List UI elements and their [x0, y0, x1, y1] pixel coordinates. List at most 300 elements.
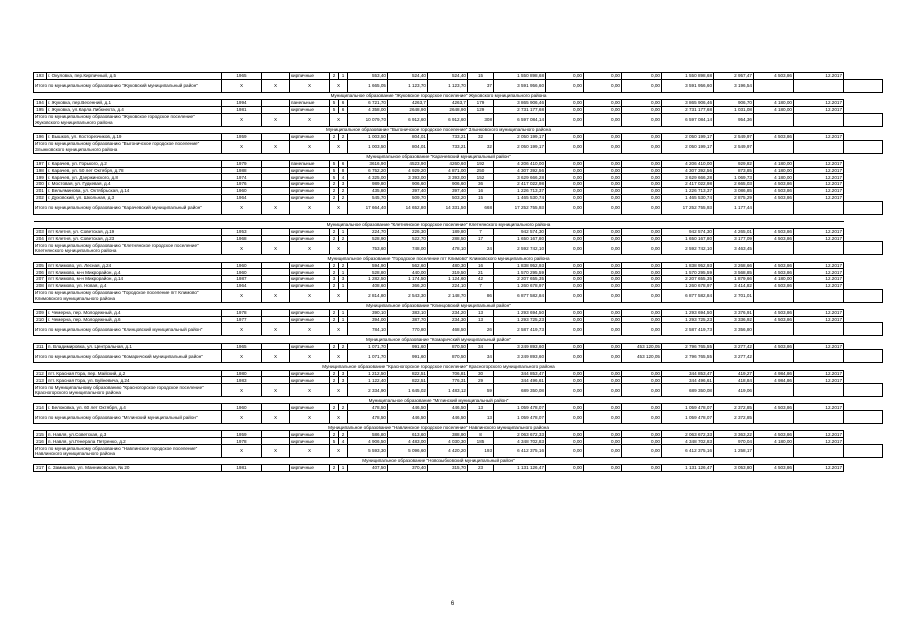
- table-cell: 2 731 177,68: [662, 106, 714, 113]
- table-cell: кирпичные: [290, 343, 330, 350]
- table-cell: 478,50: [348, 411, 388, 424]
- table-row: [34, 73, 883, 80]
- table-cell: 344 496,61: [662, 377, 714, 384]
- table-cell: 13: [468, 404, 494, 411]
- table-cell: 4 503,86: [754, 235, 794, 242]
- address-cell: г. Жуковка, пер.Весенний, д.1: [47, 99, 222, 106]
- table-cell: X: [330, 113, 348, 126]
- table-cell: 1976: [222, 181, 262, 188]
- table-cell: 12.2017: [794, 370, 844, 377]
- table-cell: 0,00: [546, 106, 584, 113]
- table-cell: 2 417 022,98: [494, 181, 546, 188]
- table-cell: 1: [339, 465, 348, 472]
- table-cell: 397,40: [388, 187, 428, 194]
- table-cell: 0,00: [584, 242, 622, 255]
- table-cell: 1960: [222, 269, 262, 276]
- table-cell: 0,00: [584, 289, 622, 302]
- address-cell: г. Чемерна, пер. Молодежный, д.4: [47, 309, 222, 316]
- address-cell: пгт Клетня, ул. Советская, д.23: [47, 235, 222, 242]
- table-cell: 1 650 167,80: [662, 235, 714, 242]
- table-cell: 13: [468, 411, 494, 424]
- table-cell: 0,00: [622, 465, 662, 472]
- subtotal-row: [34, 289, 883, 302]
- table-cell: 0,00: [546, 262, 584, 269]
- table-cell: [262, 228, 290, 235]
- table-cell: 3 177,09: [714, 235, 754, 242]
- table-row: [34, 269, 883, 276]
- address-cell: п. Навля, ул.Генерала Петренко, д.2: [47, 438, 222, 445]
- table-cell: 0,00: [622, 276, 662, 283]
- table-cell: 2 587 419,73: [494, 323, 546, 336]
- table-cell: 1 071,70: [348, 343, 388, 350]
- table-cell: 822,51: [388, 377, 428, 384]
- table-cell: [262, 276, 290, 283]
- table-cell: 4 503,86: [754, 262, 794, 269]
- table-cell: 1 293 694,50: [494, 309, 546, 316]
- table-cell: 203: [34, 228, 47, 235]
- table-cell: 1 226 713,37: [494, 187, 546, 194]
- table-cell: [844, 79, 883, 92]
- table-cell: 0,00: [546, 384, 584, 397]
- table-cell: 200: [34, 181, 47, 188]
- table-cell: 528,80: [348, 269, 388, 276]
- table-cell: 6 752,20: [348, 167, 388, 174]
- table-cell: 15: [468, 73, 494, 80]
- table-cell: 1 838 952,93: [662, 262, 714, 269]
- table-cell: X: [290, 445, 330, 458]
- table-cell: 3 363,22: [714, 431, 754, 438]
- table-cell: 991,60: [388, 350, 428, 363]
- table-cell: 6 412 375,16: [494, 445, 546, 458]
- table-cell: 5: [330, 174, 339, 181]
- table-cell: 733,21: [428, 140, 468, 153]
- subtotal-label: Итого по Муниципальному образованию "Красногорское городское поселение" Красногорского муниципального района: [34, 384, 222, 397]
- subtotal-row: [34, 113, 883, 126]
- table-cell: 1: [339, 228, 348, 235]
- table-body: [34, 73, 883, 472]
- table-cell: 0,00: [546, 465, 584, 472]
- table-cell: 419,06: [714, 384, 754, 397]
- table-cell: 1 465 530,74: [662, 194, 714, 201]
- address-cell: г. Окуловка, пер.Кирпичный, д.5: [47, 73, 222, 80]
- table-cell: X: [262, 242, 290, 255]
- table-cell: 2 050 199,17: [494, 140, 546, 153]
- table-cell: X: [262, 79, 290, 92]
- table-cell: 1959: [222, 431, 262, 438]
- table-cell: 2 372,85: [714, 411, 754, 424]
- table-cell: [262, 377, 290, 384]
- table-cell: 388,90: [428, 431, 468, 438]
- table-cell: 3 591 956,60: [662, 79, 714, 92]
- table-cell: 4 420,20: [428, 445, 468, 458]
- table-cell: кирпичные: [290, 282, 330, 289]
- table-cell: 0,00: [546, 370, 584, 377]
- table-cell: 1: [339, 73, 348, 80]
- address-cell: пгт Климово, м-н Микрорайон, д.14: [47, 276, 222, 283]
- table-cell: 2 796 765,55: [662, 350, 714, 363]
- table-cell: 2: [339, 431, 348, 438]
- table-cell: 1964: [222, 282, 262, 289]
- table-cell: 4 984,86: [754, 377, 794, 384]
- table-cell: 419,27: [714, 370, 754, 377]
- table-cell: 1978: [222, 438, 262, 445]
- table-cell: кирпичные: [290, 73, 330, 80]
- table-cell: 2 334,90: [348, 384, 388, 397]
- table-cell: 1 059 478,07: [662, 404, 714, 411]
- address-cell: пгт. Красная Гора, пер. Майский, д.2: [47, 370, 222, 377]
- section-header-row: [34, 302, 883, 309]
- table-cell: 0,00: [584, 160, 622, 167]
- table-cell: 12.2017: [794, 73, 844, 80]
- table-cell: 12.2017: [794, 167, 844, 174]
- table-cell: 0,00: [546, 316, 584, 323]
- table-cell: 0,00: [622, 431, 662, 438]
- subtotal-label: Итого по муниципальному образованию "Выгоничское городское поселение" Злынковского муниципального района: [34, 140, 222, 153]
- table-cell: 2 372,85: [714, 404, 754, 411]
- table-cell: 4 503,86: [754, 133, 794, 140]
- table-cell: 3: [339, 377, 348, 384]
- table-cell: [794, 79, 844, 92]
- table-cell: 1977: [222, 316, 262, 323]
- section-header-row: [34, 424, 883, 431]
- table-cell: 7: [468, 228, 494, 235]
- table-cell: X: [222, 384, 262, 397]
- table-row: [34, 228, 883, 235]
- table-cell: 6 877 582,84: [494, 289, 546, 302]
- table-cell: X: [222, 323, 262, 336]
- table-cell: [844, 201, 883, 214]
- table-cell: 12.2017: [794, 269, 844, 276]
- table-cell: 4 929,20: [388, 167, 428, 174]
- table-cell: 344 853,47: [494, 370, 546, 377]
- table-cell: 4 030,30: [428, 438, 468, 445]
- table-cell: 1 465 530,74: [494, 194, 546, 201]
- table-cell: 0,00: [546, 201, 584, 214]
- table-cell: 4 503,86: [754, 404, 794, 411]
- table-cell: [794, 201, 844, 214]
- table-cell: 4 180,00: [754, 167, 794, 174]
- table-cell: 4 307 392,56: [494, 167, 546, 174]
- table-cell: 4: [339, 174, 348, 181]
- table-cell: 0,00: [622, 187, 662, 194]
- table-cell: 344 496,61: [494, 377, 546, 384]
- table-cell: 4 307 392,56: [662, 167, 714, 174]
- table-cell: панельные: [290, 99, 330, 106]
- table-cell: кирпичные: [290, 309, 330, 316]
- table-cell: 4 984,86: [754, 370, 794, 377]
- table-cell: 13: [468, 316, 494, 323]
- table-cell: 211: [34, 343, 47, 350]
- table-cell: 12.2017: [794, 181, 844, 188]
- table-cell: 1959: [222, 133, 262, 140]
- table-cell: 2648,90: [388, 106, 428, 113]
- table-cell: X: [222, 140, 262, 153]
- table-cell: 32: [468, 133, 494, 140]
- table-cell: [754, 201, 794, 214]
- table-cell: 706,81: [428, 370, 468, 377]
- table-cell: кирпичные: [290, 133, 330, 140]
- table-cell: X: [262, 201, 290, 214]
- table-cell: 0,00: [622, 106, 662, 113]
- table-cell: 753,60: [348, 242, 388, 255]
- table-cell: 0,00: [546, 73, 584, 80]
- table-cell: 12.2017: [794, 465, 844, 472]
- table-cell: 4 503,86: [754, 269, 794, 276]
- table-cell: X: [222, 113, 262, 126]
- table-cell: 2 148,70: [428, 289, 468, 302]
- table-cell: 1 570 295,59: [494, 269, 546, 276]
- table-cell: 2: [330, 73, 339, 80]
- table-cell: 468,50: [428, 323, 468, 336]
- table-cell: 2 207 655,35: [662, 276, 714, 283]
- table-row: [34, 316, 883, 323]
- table-cell: 1981: [222, 106, 262, 113]
- subtotal-row: [34, 350, 883, 363]
- table-cell: [262, 370, 290, 377]
- table-cell: 906,60: [428, 181, 468, 188]
- table-cell: 5: [330, 106, 339, 113]
- table-cell: 1965: [222, 343, 262, 350]
- table-cell: 1 003,50: [348, 133, 388, 140]
- table-cell: 668: [468, 201, 494, 214]
- table-row: [34, 262, 883, 269]
- table-cell: 4 483,00: [388, 438, 428, 445]
- table-cell: 7: [468, 282, 494, 289]
- table-cell: 480,30: [428, 262, 468, 269]
- table-cell: 2 796 765,55: [662, 343, 714, 350]
- table-cell: кирпичные: [290, 404, 330, 411]
- section-title: [34, 214, 844, 221]
- table-cell: 0,00: [584, 404, 622, 411]
- table-cell: X: [262, 411, 290, 424]
- table-cell: 0,00: [584, 235, 622, 242]
- address-cell: п. Владимировка, ул. Центральная, д.1: [47, 343, 222, 350]
- table-cell: 4: [339, 438, 348, 445]
- table-cell: 446,50: [428, 411, 468, 424]
- table-cell: 1 879,66: [714, 276, 754, 283]
- table-cell: 1980: [222, 370, 262, 377]
- table-cell: 0,00: [622, 323, 662, 336]
- table-cell: кирпичные: [290, 235, 330, 242]
- table-cell: 3 629 666,28: [494, 174, 546, 181]
- table-cell: 4 180,00: [754, 106, 794, 113]
- table-cell: [262, 269, 290, 276]
- table-cell: 6 877 582,84: [662, 289, 714, 302]
- table-cell: 1974: [222, 174, 262, 181]
- table-cell: 4263,7: [388, 99, 428, 106]
- table-cell: 308: [468, 113, 494, 126]
- table-cell: 2: [339, 404, 348, 411]
- table-cell: 870,50: [428, 350, 468, 363]
- table-cell: 0,00: [622, 242, 662, 255]
- table-cell: X: [330, 289, 348, 302]
- section-title: Муниципальное образование "Выгоничское городское поселение" Злынковского муниципального района: [34, 126, 844, 133]
- table-cell: 446,50: [428, 404, 468, 411]
- address-cell: пгт Климово, ул. Новая, д.4: [47, 282, 222, 289]
- table-cell: 4 180,00: [754, 438, 794, 445]
- table-cell: 0,00: [584, 316, 622, 323]
- table-cell: 0,00: [622, 235, 662, 242]
- table-cell: 1 650 167,80: [494, 235, 546, 242]
- table-cell: 2 701,01: [714, 289, 754, 302]
- table-cell: 12.2017: [794, 187, 844, 194]
- page-number: 6: [450, 601, 455, 607]
- table-cell: 208: [34, 282, 47, 289]
- table-cell: 0,00: [584, 201, 622, 214]
- table-cell: [794, 384, 844, 397]
- table-cell: 1994: [222, 99, 262, 106]
- table-cell: 0,00: [584, 174, 622, 181]
- table-cell: 3 865 906,46: [662, 99, 714, 106]
- table-cell: 0,00: [584, 465, 622, 472]
- address-cell: г. Чемерна, пер. Молодежный, д.6: [47, 316, 222, 323]
- table-cell: 2: [330, 404, 339, 411]
- table-cell: 503,20: [428, 194, 468, 201]
- table-cell: 4 180,00: [754, 160, 794, 167]
- table-cell: 0,00: [546, 411, 584, 424]
- table-cell: 198: [34, 167, 47, 174]
- table-cell: 189,80: [428, 228, 468, 235]
- table-cell: 0,00: [546, 282, 584, 289]
- table-cell: 0,00: [622, 167, 662, 174]
- table-cell: кирпичные: [290, 438, 330, 445]
- section-title: Муниципальное образование "Жуковское городское поселение" Жуковского муниципального района: [34, 92, 844, 99]
- table-cell: [262, 106, 290, 113]
- table-cell: 0,00: [584, 438, 622, 445]
- table-cell: 0,00: [584, 276, 622, 283]
- table-cell: 224,70: [348, 228, 388, 235]
- table-cell: 3 865 906,46: [494, 99, 546, 106]
- table-row: [34, 431, 883, 438]
- table-cell: 2 063 672,33: [494, 431, 546, 438]
- table-cell: 193: [34, 73, 47, 80]
- table-cell: 1960: [222, 262, 262, 269]
- table-cell: 453 120,05: [622, 343, 662, 350]
- table-cell: 12.2017: [794, 282, 844, 289]
- table-cell: 3 086,85: [714, 187, 754, 194]
- table-cell: 4 503,86: [754, 73, 794, 80]
- address-cell: г. Карачев, ул. 50 лет Октября, д.78: [47, 167, 222, 174]
- table-cell: 2: [339, 187, 348, 194]
- table-cell: 16: [468, 262, 494, 269]
- table-cell: 0,00: [622, 438, 662, 445]
- table-cell: 2: [339, 262, 348, 269]
- table-cell: 1 293 725,23: [494, 316, 546, 323]
- table-cell: [262, 431, 290, 438]
- table-cell: 0,00: [546, 194, 584, 201]
- table-cell: 4263,7: [428, 99, 468, 106]
- table-cell: 4260,60: [428, 160, 468, 167]
- table-cell: X: [330, 79, 348, 92]
- table-cell: 0,00: [584, 377, 622, 384]
- section-title: Муниципальное образование "Клетнянское городское поселение" Клетнянского муниципального района: [34, 221, 844, 228]
- table-cell: 17: [468, 235, 494, 242]
- table-cell: X: [330, 323, 348, 336]
- table-cell: 2 549,97: [714, 133, 754, 140]
- table-cell: 1964: [222, 194, 262, 201]
- table-cell: 179: [468, 99, 494, 106]
- table-cell: 784,10: [348, 323, 388, 336]
- table-cell: 4523,90: [388, 160, 428, 167]
- table-cell: 0,00: [546, 133, 584, 140]
- table-cell: 0,00: [584, 431, 622, 438]
- table-cell: 1 282,50: [348, 276, 388, 283]
- table-cell: [754, 79, 794, 92]
- section-title: Муниципальное образование "Комаричский муниципальный район": [34, 336, 844, 343]
- table-cell: 0,00: [584, 370, 622, 377]
- table-cell: 2: [330, 269, 339, 276]
- table-cell: [262, 343, 290, 350]
- table-cell: 12.2017: [794, 235, 844, 242]
- table-cell: 2: [330, 194, 339, 201]
- table-cell: 2 417 022,98: [662, 181, 714, 188]
- table-cell: 804,01: [388, 140, 428, 153]
- table-cell: 24: [468, 242, 494, 255]
- subtotal-row: [34, 140, 883, 153]
- table-cell: 1 069,73: [714, 174, 754, 181]
- table-cell: 23: [468, 465, 494, 472]
- table-cell: 0,00: [622, 73, 662, 80]
- table-cell: 1 258,17: [714, 445, 754, 458]
- subtotal-row: [34, 201, 883, 214]
- table-cell: 5: [330, 438, 339, 445]
- table-cell: 0,00: [622, 262, 662, 269]
- table-cell: 12.2017: [794, 377, 844, 384]
- table-cell: 366,20: [388, 282, 428, 289]
- table-cell: 4 503,86: [754, 228, 794, 235]
- table-cell: 86: [468, 289, 494, 302]
- table-cell: 435,80: [348, 187, 388, 194]
- table-cell: 3 376,91: [714, 309, 754, 316]
- spacer-row: [34, 214, 883, 221]
- subtotal-row: [34, 79, 883, 92]
- table-cell: 34: [468, 343, 494, 350]
- table-cell: 2: [330, 370, 339, 377]
- table-cell: [794, 140, 844, 153]
- table-row: [34, 167, 883, 174]
- table-row: [34, 276, 883, 283]
- table-cell: 954,36: [714, 113, 754, 126]
- table-cell: 1965: [222, 73, 262, 80]
- table-cell: кирпичные: [290, 194, 330, 201]
- subtotal-row: [34, 445, 883, 458]
- table-cell: 804,01: [388, 133, 428, 140]
- section-header-row: [34, 336, 883, 343]
- table-cell: X: [330, 140, 348, 153]
- table-cell: [262, 99, 290, 106]
- table-cell: 204: [34, 235, 47, 242]
- address-cell: г. Карачев, ул. Горького, д.2: [47, 160, 222, 167]
- table-row: [34, 187, 883, 194]
- table-cell: 205: [34, 262, 47, 269]
- table-cell: X: [330, 201, 348, 214]
- section-title: Муниципальное образование "Красногорское городское поселение" Красногорского муниципального района: [34, 363, 844, 370]
- subtotal-label: Итого по муниципальному образованию "Городское поселение пгт Климово" Климовского муниципального района: [34, 289, 222, 302]
- section-header-row: [34, 126, 883, 133]
- table-cell: 1 174,50: [388, 276, 428, 283]
- table-cell: 6 912,60: [428, 113, 468, 126]
- table-cell: X: [290, 201, 330, 214]
- table-cell: [262, 404, 290, 411]
- address-cell: г. Карачев, ул. Дзержинского, д.8: [47, 174, 222, 181]
- table-cell: 4 503,86: [754, 343, 794, 350]
- section-header-row: [34, 92, 883, 99]
- subtotal-label: Итого по муниципальному образованию "Клетнянское городское поселение" Клетнянского муниципального района: [34, 242, 222, 255]
- table-cell: 185: [468, 438, 494, 445]
- table-cell: 1987: [222, 276, 262, 283]
- table-cell: X: [290, 113, 330, 126]
- table-cell: 216: [34, 438, 47, 445]
